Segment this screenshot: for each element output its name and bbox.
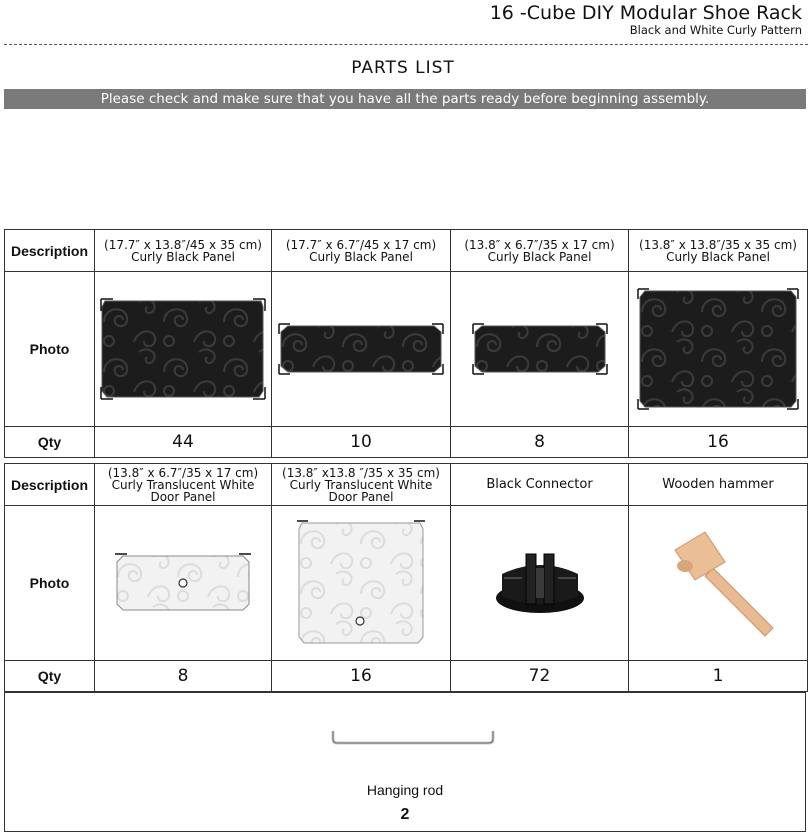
item-name: Curly Translucent White [289,477,433,492]
photo-label: Photo [5,272,95,427]
rod-label: Hanging rod [366,782,444,798]
item-qty: 72 [451,661,629,692]
item-size: (13.8″ x 13.8″/35 x 35 cm) [639,237,797,252]
item-photo [95,272,272,427]
description-label: Description [5,464,95,506]
item-photo [451,272,629,427]
item-qty: 10 [272,427,451,458]
item-photo [451,506,629,661]
black-connector-icon [492,548,588,618]
item-name: Curly Black Panel [487,249,592,264]
item-name: Wooden hammer [662,476,774,492]
item-description [95,230,272,272]
item-qty: 16 [272,661,451,692]
item-description [629,464,808,506]
item-description [629,230,808,272]
black-panel-long-icon [278,322,444,376]
item-qty: 1 [629,661,808,692]
item-photo [629,506,808,661]
item-photo [272,506,451,661]
item-description [272,230,451,272]
item-name: Curly Black Panel [666,249,770,264]
item-description [95,464,272,506]
photo-row [5,506,808,661]
hanging-rod-icon [327,727,499,747]
photo-row [5,272,808,427]
qty-row [5,661,808,692]
description-row [5,464,808,506]
item-description [451,464,629,506]
item-qty: 16 [629,427,808,458]
item-description [272,464,451,506]
item-qty: 44 [95,427,272,458]
rod-qty: 2 [400,806,410,823]
item-name-2: Door Panel [150,489,216,504]
item-photo [95,506,272,661]
black-panel-large-icon [99,297,267,401]
description-label: Description [5,230,95,272]
item-photo [272,272,451,427]
item-size: (13.8″ x13.8 ″/35 x 35 cm) [282,465,440,480]
qty-label: Qty [5,661,95,692]
dashed-divider [4,44,808,45]
item-qty: 8 [451,427,629,458]
item-size: (17.7″ x 13.8″/45 x 35 cm) [104,237,262,252]
item-name: Curly Black Panel [131,249,235,264]
qty-row [5,427,808,458]
white-door-panel-small-icon [113,552,253,614]
black-panel-square-icon [637,287,799,411]
document-subtitle: Black and White Curly Pattern [629,23,802,37]
item-name: Curly Translucent White [111,477,255,492]
item-name-2: Door Panel [328,489,394,504]
description-row [5,230,808,272]
parts-table-black-panels [4,229,808,458]
item-name: Curly Black Panel [309,249,413,264]
qty-label: Qty [5,427,95,458]
item-size: (13.8″ x 6.7″/35 x 17 cm) [464,237,615,252]
item-description [451,230,629,272]
item-size: (13.8″ x 6.7″/35 x 17 cm) [107,465,259,480]
item-photo [629,272,808,427]
section-title: PARTS LIST [351,58,455,78]
photo-label: Photo [5,506,95,661]
white-door-panel-square-icon [296,519,426,647]
wooden-hammer-icon [653,528,783,638]
instruction-banner: Please check and make sure that you have all the parts ready before beginning assembly. [4,89,806,109]
parts-table-accessories [4,463,808,692]
item-name: Black Connector [486,476,593,492]
item-qty: 8 [95,661,272,692]
black-panel-small-icon [472,322,608,376]
hanging-rod-box [4,692,806,832]
document-title: 16 -Cube DIY Modular Shoe Rack [489,2,802,24]
item-size: (17.7″ x 6.7″/45 x 17 cm) [285,237,437,252]
